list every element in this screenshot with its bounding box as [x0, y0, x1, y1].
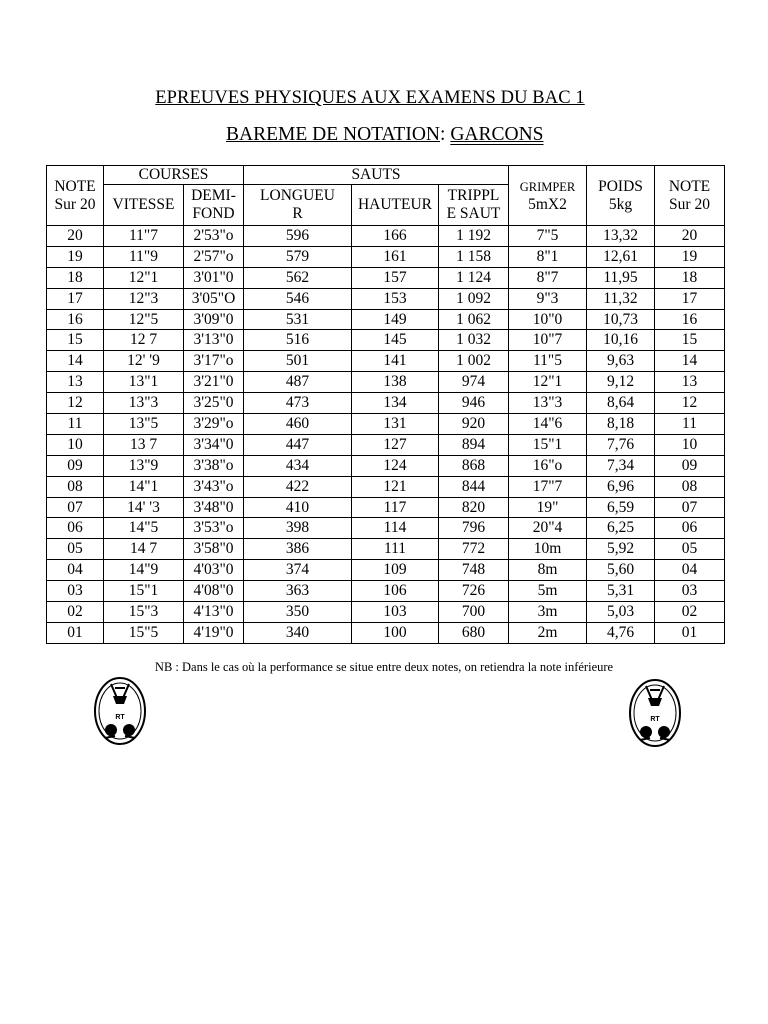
table-row	[47, 497, 725, 518]
cell-longueur: 340	[244, 622, 352, 643]
cell-poids: 8,64	[587, 393, 655, 414]
header-note-left-line2: Sur 20	[54, 195, 96, 213]
cell-demi-fond: 4'08"0	[184, 581, 244, 602]
cell-vitesse: 13"3	[104, 393, 184, 414]
seal-emblem-icon	[628, 678, 682, 748]
cell-note-right: 01	[655, 622, 725, 643]
table-row	[47, 288, 725, 309]
cell-longueur: 546	[244, 288, 352, 309]
cell-triple-saut: 946	[439, 393, 509, 414]
cell-longueur: 386	[244, 539, 352, 560]
cell-longueur: 374	[244, 560, 352, 581]
cell-longueur: 596	[244, 226, 352, 247]
cell-note-right: 10	[655, 434, 725, 455]
cell-note: 20	[47, 226, 104, 247]
cell-demi-fond: 4'03"0	[184, 560, 244, 581]
header-longueur	[244, 185, 352, 226]
header-longueur-line1: LONGUEU	[260, 187, 335, 204]
table-row	[47, 622, 725, 643]
cell-grimper: 8"7	[509, 267, 587, 288]
cell-note: 06	[47, 518, 104, 539]
table-row	[47, 602, 725, 623]
cell-hauteur: 161	[352, 246, 439, 267]
cell-triple-saut: 1 032	[439, 330, 509, 351]
cell-poids: 6,59	[587, 497, 655, 518]
cell-note: 02	[47, 602, 104, 623]
cell-demi-fond: 3'58"0	[184, 539, 244, 560]
cell-grimper: 9"3	[509, 288, 587, 309]
header-poids	[587, 166, 655, 226]
cell-triple-saut: 700	[439, 602, 509, 623]
header-hauteur: HAUTEUR	[352, 185, 439, 226]
seal-emblem-icon	[93, 676, 147, 746]
cell-demi-fond: 3'09"0	[184, 309, 244, 330]
table-row	[47, 372, 725, 393]
cell-note-right: 15	[655, 330, 725, 351]
cell-grimper: 10"0	[509, 309, 587, 330]
cell-hauteur: 127	[352, 434, 439, 455]
table-row	[47, 309, 725, 330]
cell-vitesse: 14"9	[104, 560, 184, 581]
table-row	[47, 246, 725, 267]
cell-grimper: 8m	[509, 560, 587, 581]
table-body	[47, 226, 725, 644]
cell-demi-fond: 3'17"o	[184, 351, 244, 372]
cell-vitesse: 14' '3	[104, 497, 184, 518]
cell-longueur: 516	[244, 330, 352, 351]
cell-hauteur: 138	[352, 372, 439, 393]
cell-demi-fond: 4'19"0	[184, 622, 244, 643]
cell-hauteur: 124	[352, 455, 439, 476]
cell-longueur: 410	[244, 497, 352, 518]
table-row	[47, 351, 725, 372]
cell-note-right: 07	[655, 497, 725, 518]
cell-grimper: 15"1	[509, 434, 587, 455]
cell-demi-fond: 3'05"O	[184, 288, 244, 309]
cell-note: 01	[47, 622, 104, 643]
cell-grimper: 17"7	[509, 476, 587, 497]
header-triple-saut-line1: TRIPPL	[447, 187, 500, 204]
cell-longueur: 434	[244, 455, 352, 476]
cell-demi-fond: 2'53"o	[184, 226, 244, 247]
cell-vitesse: 13"5	[104, 414, 184, 435]
cell-longueur: 460	[244, 414, 352, 435]
cell-poids: 13,32	[587, 226, 655, 247]
cell-hauteur: 103	[352, 602, 439, 623]
cell-demi-fond: 3'13"0	[184, 330, 244, 351]
cell-longueur: 487	[244, 372, 352, 393]
cell-grimper: 19"	[509, 497, 587, 518]
stamp-right	[628, 678, 682, 753]
header-poids-line1: POIDS	[598, 177, 643, 195]
cell-triple-saut: 680	[439, 622, 509, 643]
cell-note: 07	[47, 497, 104, 518]
cell-triple-saut: 1 192	[439, 226, 509, 247]
cell-vitesse: 13 7	[104, 434, 184, 455]
cell-grimper: 14"6	[509, 414, 587, 435]
cell-grimper: 11"5	[509, 351, 587, 372]
cell-note: 10	[47, 434, 104, 455]
cell-note-right: 19	[655, 246, 725, 267]
cell-note: 14	[47, 351, 104, 372]
cell-demi-fond: 3'38"o	[184, 455, 244, 476]
cell-poids: 5,92	[587, 539, 655, 560]
cell-demi-fond: 3'25"0	[184, 393, 244, 414]
cell-hauteur: 111	[352, 539, 439, 560]
cell-demi-fond: 3'21"0	[184, 372, 244, 393]
cell-triple-saut: 894	[439, 434, 509, 455]
table-row	[47, 581, 725, 602]
cell-hauteur: 141	[352, 351, 439, 372]
cell-longueur: 501	[244, 351, 352, 372]
cell-poids: 6,25	[587, 518, 655, 539]
cell-poids: 4,76	[587, 622, 655, 643]
stamp-left-text: RT	[115, 714, 125, 721]
cell-longueur: 363	[244, 581, 352, 602]
cell-note: 04	[47, 560, 104, 581]
table-row	[47, 455, 725, 476]
table-row	[47, 414, 725, 435]
header-note-left-line1: NOTE	[54, 177, 96, 195]
header-triple-saut	[439, 185, 509, 226]
cell-hauteur: 153	[352, 288, 439, 309]
cell-note-right: 05	[655, 539, 725, 560]
cell-vitesse: 14"1	[104, 476, 184, 497]
cell-hauteur: 100	[352, 622, 439, 643]
cell-triple-saut: 1 092	[439, 288, 509, 309]
grading-table	[46, 165, 725, 644]
cell-triple-saut: 726	[439, 581, 509, 602]
cell-note-right: 09	[655, 455, 725, 476]
cell-hauteur: 131	[352, 414, 439, 435]
cell-demi-fond: 3'34"0	[184, 434, 244, 455]
cell-poids: 7,76	[587, 434, 655, 455]
table-row	[47, 434, 725, 455]
header-triple-saut-line2: E SAUT	[446, 205, 501, 222]
cell-vitesse: 11"7	[104, 226, 184, 247]
cell-triple-saut: 844	[439, 476, 509, 497]
cell-triple-saut: 920	[439, 414, 509, 435]
table-row	[47, 539, 725, 560]
cell-demi-fond: 3'43"o	[184, 476, 244, 497]
header-note-right-line2: Sur 20	[669, 195, 710, 213]
cell-note-right: 04	[655, 560, 725, 581]
cell-triple-saut: 820	[439, 497, 509, 518]
cell-vitesse: 14"5	[104, 518, 184, 539]
cell-note-right: 11	[655, 414, 725, 435]
cell-grimper: 5m	[509, 581, 587, 602]
cell-triple-saut: 772	[439, 539, 509, 560]
cell-poids: 10,16	[587, 330, 655, 351]
cell-vitesse: 12"5	[104, 309, 184, 330]
cell-note: 05	[47, 539, 104, 560]
header-courses: COURSES	[104, 166, 244, 185]
header-note-right	[655, 166, 725, 226]
stamp-right-text: RT	[650, 716, 660, 723]
cell-hauteur: 109	[352, 560, 439, 581]
nb-footnote: NB : Dans le cas où la performance se situe entre deux notes, on retiendra la note inférieure	[154, 660, 614, 674]
header-note-left	[47, 166, 104, 226]
cell-poids: 9,63	[587, 351, 655, 372]
subtitle-prefix: BAREME DE NOTATION	[226, 124, 441, 145]
header-note-right-line1: NOTE	[668, 177, 711, 195]
cell-grimper: 10"7	[509, 330, 587, 351]
cell-note: 18	[47, 267, 104, 288]
cell-longueur: 350	[244, 602, 352, 623]
cell-demi-fond: 3'48"0	[184, 497, 244, 518]
cell-poids: 5,03	[587, 602, 655, 623]
cell-longueur: 531	[244, 309, 352, 330]
cell-triple-saut: 748	[439, 560, 509, 581]
cell-poids: 9,12	[587, 372, 655, 393]
subtitle-category: GARCONS	[450, 124, 544, 145]
cell-vitesse: 12 7	[104, 330, 184, 351]
cell-grimper: 7"5	[509, 226, 587, 247]
cell-hauteur: 117	[352, 497, 439, 518]
header-grimper	[509, 166, 587, 226]
cell-grimper: 12"1	[509, 372, 587, 393]
cell-vitesse: 14 7	[104, 539, 184, 560]
cell-vitesse: 13"1	[104, 372, 184, 393]
header-longueur-line2: R	[292, 205, 303, 222]
header-poids-line2: 5kg	[608, 195, 633, 213]
cell-vitesse: 15"1	[104, 581, 184, 602]
cell-note-right: 20	[655, 226, 725, 247]
table-row	[47, 393, 725, 414]
cell-hauteur: 114	[352, 518, 439, 539]
cell-hauteur: 166	[352, 226, 439, 247]
cell-longueur: 473	[244, 393, 352, 414]
cell-triple-saut: 868	[439, 455, 509, 476]
cell-vitesse: 11"9	[104, 246, 184, 267]
cell-triple-saut: 1 002	[439, 351, 509, 372]
cell-hauteur: 121	[352, 476, 439, 497]
cell-poids: 6,96	[587, 476, 655, 497]
cell-triple-saut: 1 062	[439, 309, 509, 330]
cell-poids: 12,61	[587, 246, 655, 267]
cell-longueur: 562	[244, 267, 352, 288]
cell-note-right: 14	[655, 351, 725, 372]
header-sauts: SAUTS	[244, 166, 509, 185]
cell-poids: 8,18	[587, 414, 655, 435]
cell-grimper: 16"o	[509, 455, 587, 476]
cell-vitesse: 12"3	[104, 288, 184, 309]
cell-note: 11	[47, 414, 104, 435]
header-demi-fond-line2: FOND	[192, 205, 235, 222]
cell-vitesse: 13"9	[104, 455, 184, 476]
cell-grimper: 10m	[509, 539, 587, 560]
cell-note: 19	[47, 246, 104, 267]
cell-demi-fond: 4'13"0	[184, 602, 244, 623]
cell-grimper: 2m	[509, 622, 587, 643]
cell-note-right: 03	[655, 581, 725, 602]
cell-note: 13	[47, 372, 104, 393]
cell-vitesse: 15"5	[104, 622, 184, 643]
cell-note-right: 12	[655, 393, 725, 414]
cell-note-right: 18	[655, 267, 725, 288]
cell-grimper: 20"4	[509, 518, 587, 539]
table-row	[47, 560, 725, 581]
cell-hauteur: 134	[352, 393, 439, 414]
cell-demi-fond: 3'29"o	[184, 414, 244, 435]
cell-note: 12	[47, 393, 104, 414]
cell-grimper: 13"3	[509, 393, 587, 414]
cell-note-right: 02	[655, 602, 725, 623]
cell-note: 15	[47, 330, 104, 351]
cell-poids: 5,31	[587, 581, 655, 602]
header-grimper-line1: GRIMPER	[519, 179, 576, 194]
cell-longueur: 447	[244, 434, 352, 455]
cell-note-right: 06	[655, 518, 725, 539]
cell-note: 03	[47, 581, 104, 602]
cell-poids: 11,95	[587, 267, 655, 288]
cell-note-right: 16	[655, 309, 725, 330]
subtitle-separator: :	[440, 124, 451, 145]
cell-demi-fond: 3'53"o	[184, 518, 244, 539]
cell-longueur: 579	[244, 246, 352, 267]
cell-vitesse: 15"3	[104, 602, 184, 623]
cell-triple-saut: 974	[439, 372, 509, 393]
cell-longueur: 398	[244, 518, 352, 539]
cell-hauteur: 106	[352, 581, 439, 602]
cell-triple-saut: 796	[439, 518, 509, 539]
cell-grimper: 8"1	[509, 246, 587, 267]
cell-note: 16	[47, 309, 104, 330]
header-vitesse: VITESSE	[104, 185, 184, 226]
header-demi-fond	[184, 185, 244, 226]
table-row	[47, 267, 725, 288]
cell-vitesse: 12"1	[104, 267, 184, 288]
document-title: EPREUVES PHYSIQUES AUX EXAMENS DU BAC 1	[155, 88, 585, 108]
cell-poids: 10,73	[587, 309, 655, 330]
cell-note-right: 08	[655, 476, 725, 497]
cell-vitesse: 12' '9	[104, 351, 184, 372]
cell-hauteur: 149	[352, 309, 439, 330]
cell-triple-saut: 1 158	[439, 246, 509, 267]
table-row	[47, 226, 725, 247]
cell-hauteur: 157	[352, 267, 439, 288]
cell-demi-fond: 2'57"o	[184, 246, 244, 267]
cell-demi-fond: 3'01"0	[184, 267, 244, 288]
cell-longueur: 422	[244, 476, 352, 497]
header-grimper-line2: 5mX2	[528, 195, 567, 213]
cell-hauteur: 145	[352, 330, 439, 351]
cell-note: 17	[47, 288, 104, 309]
cell-poids: 11,32	[587, 288, 655, 309]
table-row	[47, 518, 725, 539]
cell-poids: 7,34	[587, 455, 655, 476]
cell-note-right: 17	[655, 288, 725, 309]
cell-poids: 5,60	[587, 560, 655, 581]
table-row	[47, 330, 725, 351]
cell-note-right: 13	[655, 372, 725, 393]
cell-triple-saut: 1 124	[439, 267, 509, 288]
cell-note: 09	[47, 455, 104, 476]
document-subtitle	[226, 124, 544, 146]
cell-note: 08	[47, 476, 104, 497]
cell-grimper: 3m	[509, 602, 587, 623]
table-row	[47, 476, 725, 497]
stamp-left	[93, 676, 147, 751]
header-demi-fond-line1: DEMI-	[191, 187, 236, 204]
